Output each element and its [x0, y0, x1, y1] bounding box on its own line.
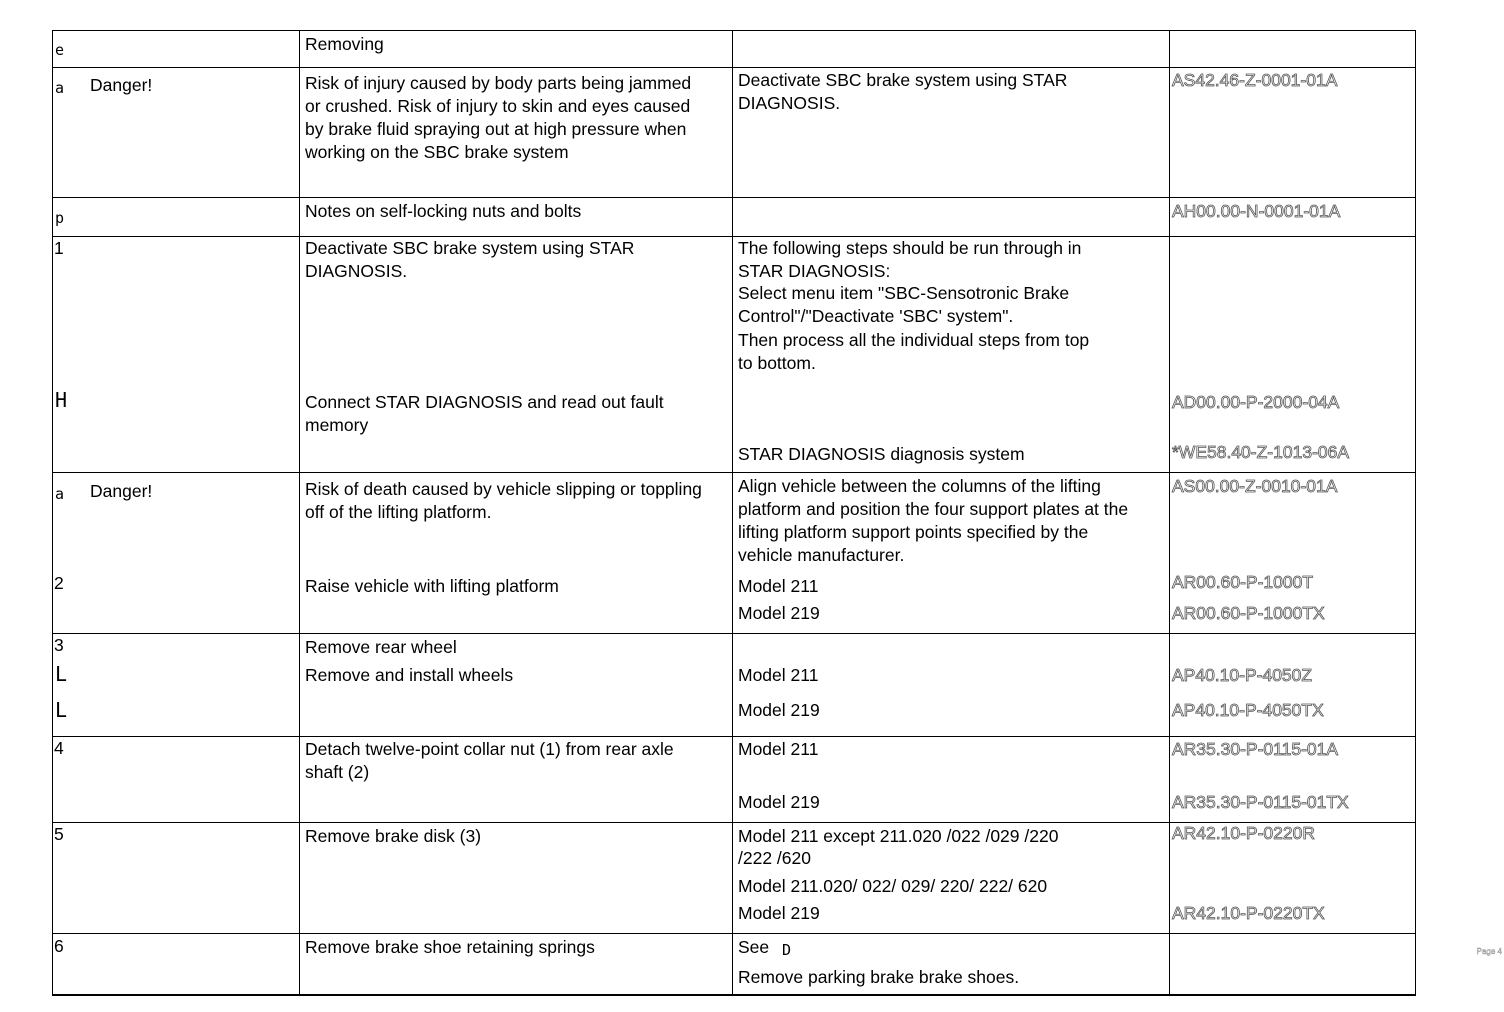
note-text: Model 219 — [738, 792, 820, 812]
danger-label: Danger! — [90, 75, 153, 95]
step-text: Risk of death caused by vehicle slipping or toppling off of the lifting platform. — [305, 479, 702, 522]
instruction-table — [52, 30, 1416, 994]
note-line: The following steps should be run through in — [738, 238, 1082, 258]
reference-code[interactable]: *WE58.40-Z-1013-06A — [1172, 442, 1350, 462]
page-number: Page 4 — [1476, 947, 1502, 956]
reference-code[interactable]: AS00.00-Z-0010-01A — [1172, 476, 1338, 496]
step-text: Connect STAR DIAGNOSIS and read out fault memory — [305, 392, 664, 435]
step-text: Notes on self-locking nuts and bolts — [305, 201, 582, 221]
step-text: Remove and install wheels — [305, 665, 514, 685]
table-row — [52, 236, 1416, 473]
reference-code[interactable]: AR35.30-P-0115-01TX — [1172, 792, 1349, 812]
step-text: Deactivate SBC brake system using STAR DIAGNOSIS. — [305, 238, 635, 281]
reference-code: AS42.46-Z-0001-01A — [1172, 70, 1338, 90]
table-row — [52, 197, 1416, 237]
note-line: Model 211 except 211.020 /022 /029 /220 — [738, 826, 1059, 846]
step-number: 2 — [54, 573, 64, 593]
link-icon: L — [55, 698, 68, 722]
note-text: Model 211 — [738, 576, 819, 596]
step-text: Remove brake shoe retaining springs — [305, 937, 595, 957]
note-line: Then process all the individual steps from top — [738, 330, 1090, 350]
step-number: 1 — [54, 238, 64, 258]
note-line: Control"/"Deactivate 'SBC' system". — [738, 306, 1014, 326]
note-text: Model 211 — [738, 739, 819, 759]
note-text: See — [738, 937, 770, 957]
danger-label: Danger! — [90, 481, 153, 501]
step-number: 6 — [54, 936, 64, 956]
note-line: Select menu item "SBC-Sensotronic Brake — [738, 283, 1070, 303]
reference-code[interactable]: AR00.60-P-1000T — [1172, 572, 1314, 592]
reference-code: AH00.00-N-0001-01A — [1172, 201, 1341, 221]
note-text: Align vehicle between the columns of the lifting platform and position the four support plates at the lifting platform support points specified by the vehicle manufacturer. — [738, 476, 1129, 565]
table-row — [52, 933, 1416, 996]
reference-code[interactable]: AR00.60-P-1000TX — [1172, 603, 1325, 623]
reference-code[interactable]: AR42.10-P-0220TX — [1172, 903, 1325, 923]
document-link-icon[interactable]: D — [782, 941, 792, 959]
note-text: Model 219 — [738, 603, 820, 623]
table-row — [52, 30, 1416, 68]
reference-code[interactable]: AD00.00-P-2000-04A — [1172, 392, 1340, 412]
notes-icon: p — [55, 209, 65, 227]
step-text: Remove brake disk (3) — [305, 826, 482, 846]
table-row — [52, 736, 1416, 823]
danger-icon: a — [55, 485, 65, 503]
note-text: Model 219 — [738, 700, 820, 720]
reference-code[interactable]: AR35.30-P-0115-01A — [1172, 739, 1339, 759]
note-text: STAR DIAGNOSIS diagnosis system — [738, 444, 1025, 464]
step-number: 4 — [54, 738, 64, 758]
row-symbol: e — [55, 41, 65, 59]
hint-icon: H — [55, 388, 68, 412]
reference-code[interactable]: AR42.10-P-0220R — [1172, 823, 1315, 843]
note-line: /222 /620 — [738, 848, 811, 868]
step-text: Removing — [305, 34, 384, 54]
reference-code[interactable]: AP40.10-P-4050Z — [1172, 665, 1313, 685]
step-text: Remove rear wheel — [305, 637, 457, 657]
note-line: to bottom. — [738, 353, 816, 373]
step-text: Raise vehicle with lifting platform — [305, 576, 559, 596]
step-text: Detach twelve-point collar nut (1) from rear axle shaft (2) — [305, 739, 674, 782]
note-text: Model 219 — [738, 903, 820, 923]
table-row — [52, 633, 1416, 737]
step-text: Risk of injury caused by body parts being jammed or crushed. Risk of injury to skin and eyes caused by brake fluid spraying out at high pressure when working on the SBC brake system — [305, 73, 692, 162]
note-text: Model 211.020/ 022/ 029/ 220/ 222/ 620 — [738, 876, 1048, 896]
table-row — [52, 472, 1416, 634]
step-number: 3 — [54, 635, 64, 655]
step-number: 5 — [54, 824, 64, 844]
note-text: Remove parking brake brake shoes. — [738, 967, 1020, 987]
note-line: STAR DIAGNOSIS: — [738, 261, 891, 281]
danger-icon: a — [55, 79, 65, 97]
table-row — [52, 67, 1416, 198]
table-row — [52, 822, 1416, 934]
link-icon: L — [55, 662, 68, 686]
note-text: Model 211 — [738, 665, 819, 685]
note-text: Deactivate SBC brake system using STAR DIAGNOSIS. — [738, 70, 1068, 113]
reference-code[interactable]: AP40.10-P-4050TX — [1172, 700, 1324, 720]
